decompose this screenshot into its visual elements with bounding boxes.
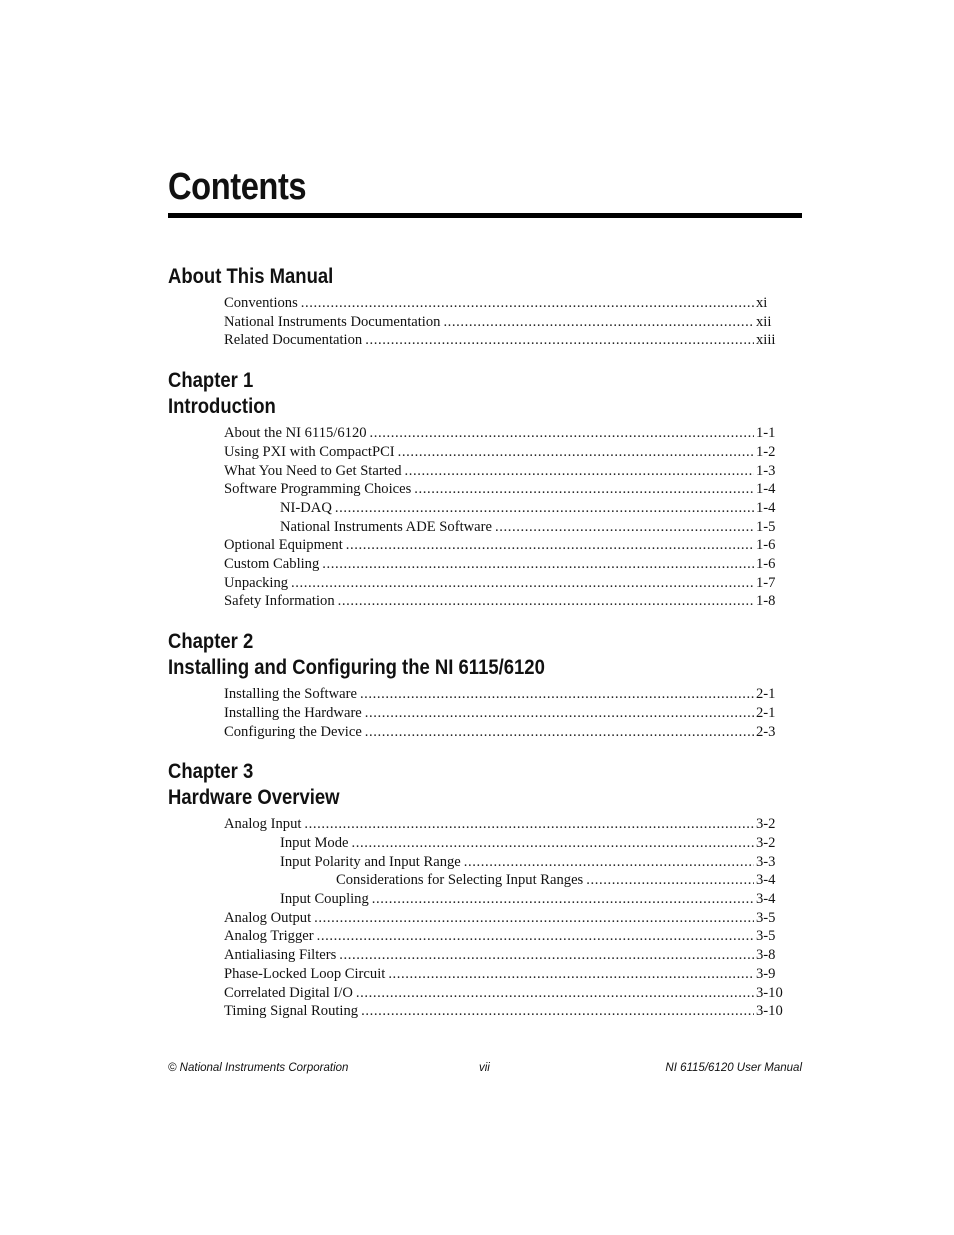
title-rule [168, 213, 802, 218]
toc-entry[interactable] [168, 834, 788, 853]
dot-leader [301, 294, 754, 313]
toc-entry-label: Timing Signal Routing [224, 1003, 359, 1020]
dot-leader [495, 518, 754, 537]
footer-copyright: © National Instruments Corporation [168, 1062, 349, 1074]
toc-entry-page: 3-4 [756, 872, 776, 889]
footer-manual-title: NI 6115/6120 User Manual [665, 1062, 802, 1074]
toc-entry[interactable] [168, 1002, 788, 1021]
toc-entry-label: About the NI 6115/6120 [224, 425, 367, 442]
toc-entry[interactable] [168, 871, 788, 890]
dot-leader [405, 462, 754, 481]
footer-page-number: vii [479, 1062, 490, 1074]
dot-leader [317, 927, 754, 946]
toc-entry-page: 3-8 [756, 947, 776, 964]
dot-leader [304, 815, 754, 834]
toc-entry[interactable] [168, 704, 788, 723]
dot-leader [335, 499, 754, 518]
toc-entry-page: 3-5 [756, 928, 776, 945]
toc-entry-label: Considerations for Selecting Input Ranges [336, 872, 584, 889]
toc-entry-label: Conventions [224, 295, 298, 311]
toc-entry-label: Configuring the Device [224, 723, 362, 740]
toc-entry-label: Installing the Software [224, 686, 357, 703]
toc-entry[interactable] [168, 331, 788, 350]
dot-leader [443, 313, 754, 332]
toc-entry[interactable] [168, 313, 788, 332]
toc-entry-page: xiii [756, 332, 776, 349]
toc-entry-page: xi [756, 295, 768, 311]
toc-entry-label: Input Coupling [280, 891, 369, 908]
toc-entry-label: Phase-Locked Loop Circuit [224, 965, 386, 982]
dot-leader [356, 984, 754, 1003]
section-heading: Introduction [168, 395, 276, 419]
toc-entry[interactable] [168, 499, 788, 518]
toc-entry-page: 1-5 [756, 518, 776, 535]
toc-entry[interactable] [168, 574, 788, 593]
dot-leader [365, 723, 754, 742]
toc-entry-page: 2-1 [756, 686, 776, 703]
toc-section [168, 264, 788, 350]
section-heading: Installing and Configuring the NI 6115/6120 [168, 656, 545, 680]
toc-entry-page: 1-6 [756, 537, 776, 554]
toc-entry[interactable] [168, 815, 788, 834]
toc-entry-label: Unpacking [224, 574, 289, 591]
toc-entry-label: NI-DAQ [280, 499, 332, 516]
dot-leader [464, 853, 754, 872]
dot-leader [370, 424, 754, 443]
toc-entry-label: Custom Cabling [224, 556, 320, 573]
dot-leader [339, 946, 754, 965]
toc-entry-label: Analog Output [224, 909, 312, 926]
toc-entry-page: 1-8 [756, 593, 776, 610]
toc-entry[interactable] [168, 536, 788, 555]
toc-entry[interactable] [168, 946, 788, 965]
toc-entry-label: Software Programming Choices [224, 481, 412, 498]
toc-entry[interactable] [168, 555, 788, 574]
toc-entry-label: Correlated Digital I/O [224, 984, 353, 1001]
toc-entry[interactable] [168, 927, 788, 946]
dot-leader [586, 871, 754, 890]
dot-leader [372, 890, 754, 909]
toc-entry-page: 1-4 [756, 481, 776, 498]
toc-entry-label: National Instruments Documentation [224, 313, 441, 330]
toc-entry[interactable] [168, 294, 788, 313]
chapter-number: Chapter 1 [168, 369, 254, 393]
toc-entry[interactable] [168, 890, 788, 909]
dot-leader [338, 592, 754, 611]
dot-leader [346, 536, 754, 555]
toc-entry-page: 1-1 [756, 425, 776, 442]
dot-leader [365, 704, 754, 723]
toc-entry[interactable] [168, 443, 788, 462]
toc-entry-page: 1-6 [756, 556, 776, 573]
toc-entry-page: 3-2 [756, 834, 776, 851]
dot-leader [398, 443, 754, 462]
toc-entry-label: Input Mode [280, 834, 349, 851]
toc-entry-page: xii [756, 313, 772, 330]
toc-section [168, 629, 788, 741]
toc-entry-label: Related Documentation [224, 332, 363, 349]
toc-entry-page: 3-2 [756, 816, 776, 833]
toc-entry[interactable] [168, 965, 788, 984]
toc-entry-page: 3-3 [756, 853, 776, 870]
toc-section [168, 759, 788, 1021]
toc-entry-page: 2-3 [756, 723, 776, 740]
toc-entry[interactable] [168, 424, 788, 443]
section-heading: About This Manual [168, 265, 334, 288]
dot-leader [322, 555, 754, 574]
toc-entry[interactable] [168, 480, 788, 499]
toc-entry[interactable] [168, 518, 788, 537]
dot-leader [361, 1002, 754, 1021]
toc-entry[interactable] [168, 853, 788, 872]
toc-entry[interactable] [168, 592, 788, 611]
toc-entry[interactable] [168, 685, 788, 704]
dot-leader [352, 834, 754, 853]
toc-entry-label: Using PXI with CompactPCI [224, 443, 395, 460]
dot-leader [360, 685, 754, 704]
dot-leader [414, 480, 754, 499]
chapter-number: Chapter 3 [168, 760, 254, 784]
dot-leader [388, 965, 754, 984]
dot-leader [365, 331, 754, 350]
toc-entry-page: 1-2 [756, 443, 776, 460]
toc-entry-label: Antialiasing Filters [224, 947, 337, 964]
toc-entry-page: 3-9 [756, 965, 776, 982]
toc-entry-page: 3-10 [756, 1003, 783, 1020]
toc-entry-page: 3-10 [756, 984, 783, 1001]
toc-entry[interactable] [168, 723, 788, 742]
toc-section [168, 368, 788, 611]
toc-entry-label: Installing the Hardware [224, 704, 362, 721]
toc-entry-page: 1-3 [756, 462, 776, 479]
toc-entry[interactable] [168, 462, 788, 481]
toc-entry-label: Input Polarity and Input Range [280, 853, 461, 870]
table-of-contents [168, 264, 788, 1039]
dot-leader [314, 909, 754, 928]
toc-entry-label: National Instruments ADE Software [280, 518, 492, 535]
dot-leader [291, 574, 754, 593]
toc-entry[interactable] [168, 984, 788, 1003]
toc-entry[interactable] [168, 909, 788, 928]
toc-entry-label: What You Need to Get Started [224, 462, 402, 479]
toc-entry-page: 1-7 [756, 574, 776, 591]
toc-entry-page: 2-1 [756, 704, 776, 721]
section-heading: Hardware Overview [168, 786, 340, 810]
chapter-number: Chapter 2 [168, 630, 254, 654]
toc-entry-page: 3-4 [756, 891, 776, 908]
toc-entry-label: Analog Trigger [224, 928, 314, 945]
toc-entry-label: Optional Equipment [224, 537, 343, 554]
toc-entry-label: Safety Information [224, 593, 335, 610]
page-title: Contents [168, 166, 307, 208]
toc-entry-page: 3-5 [756, 909, 776, 926]
toc-entry-page: 1-4 [756, 499, 776, 516]
toc-entry-label: Analog Input [224, 816, 302, 833]
